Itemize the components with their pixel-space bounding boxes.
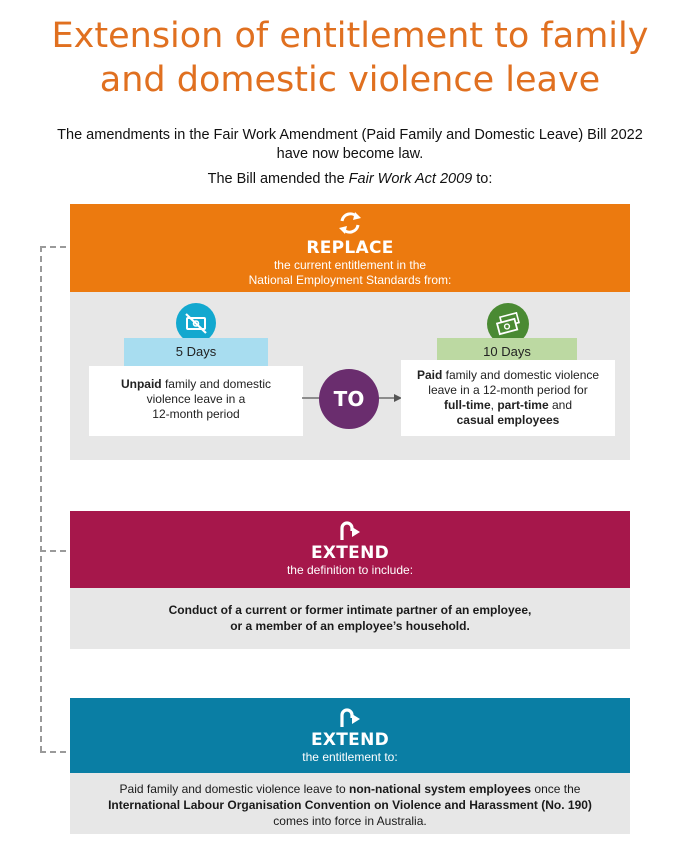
paid-label: Paid (416, 368, 443, 382)
paid-full-time: full-time (443, 398, 491, 412)
paid-casual: casual employees (456, 413, 560, 427)
paid-text-1: family and domestic violence (442, 368, 600, 382)
replace-subheading-2: National Employment Standards from: (248, 273, 452, 287)
intro-act-name: Fair Work Act 2009 (348, 171, 473, 187)
connector-tick-1 (40, 246, 66, 248)
unpaid-text-3: 12-month period (152, 407, 240, 421)
paid-sep-2: and (548, 398, 573, 412)
replace-header (70, 204, 630, 292)
paid-leave-card (401, 360, 615, 436)
extend-entitlement-body (70, 773, 630, 834)
to-circle: TO (319, 369, 379, 429)
intro-bill-suffix: to: (472, 171, 493, 187)
extend-arrow-icon (70, 519, 630, 543)
connector-tick-3 (40, 751, 66, 753)
entitlement-line-2 (70, 797, 630, 813)
title-line-2: and domestic violence leave (99, 60, 601, 100)
paid-days-badge: 10 Days (437, 338, 577, 366)
intro-bill-prefix: The Bill amended the (207, 171, 349, 187)
entitlement-text-2: once the (531, 782, 581, 796)
extend-definition-body (70, 588, 630, 649)
entitlement-text-1: Paid family and domestic violence leave to (119, 782, 349, 796)
intro-paragraph (20, 126, 680, 164)
replace-heading: REPLACE (306, 238, 394, 258)
intro-bill-line (20, 170, 680, 189)
page-title (0, 14, 700, 102)
entitlement-non-national: non-national system employees (349, 782, 532, 796)
connector-line (40, 246, 42, 752)
entitlement-ilo-convention: International Labour Organisation Convention on Violence and Harassment (No. 190) (108, 798, 592, 812)
extend-definition-header (70, 511, 630, 588)
refresh-arrows-icon (70, 210, 630, 236)
intro-line-2: have now become law. (276, 146, 424, 162)
paid-sep-1: , (490, 398, 498, 412)
definition-line-2: or a member of an employee’s household. (230, 619, 470, 633)
extend-entitlement-header (70, 698, 630, 773)
extend-arrow-icon (70, 706, 630, 730)
paid-text-2: leave in a 12-month period for (428, 383, 588, 397)
connector-tick-2 (40, 550, 66, 552)
paid-part-time: part-time (497, 398, 549, 412)
unpaid-text-2: violence leave in a (146, 392, 246, 406)
entitlement-line-3: comes into force in Australia. (273, 814, 427, 828)
unpaid-label: Unpaid (120, 377, 162, 391)
intro-line-1: The amendments in the Fair Work Amendment (Paid Family and Domestic Leave) Bill 2022 (57, 127, 643, 143)
unpaid-leave-card (89, 366, 303, 436)
extend-definition-subheading: the definition to include: (286, 563, 414, 577)
title-line-1: Extension of entitlement to family (51, 16, 649, 56)
unpaid-days-badge: 5 Days (124, 338, 268, 366)
extend-entitlement-subheading: the entitlement to: (302, 750, 398, 764)
replace-subheading-1: the current entitlement in the (273, 258, 427, 272)
extend-entitlement-heading: EXTEND (310, 730, 390, 750)
extend-definition-heading: EXTEND (310, 543, 390, 563)
entitlement-line-1 (70, 781, 630, 797)
unpaid-text-1: family and domestic (161, 377, 272, 391)
definition-line-1: Conduct of a current or former intimate partner of an employee, (168, 603, 532, 617)
no-money-icon (176, 303, 216, 343)
